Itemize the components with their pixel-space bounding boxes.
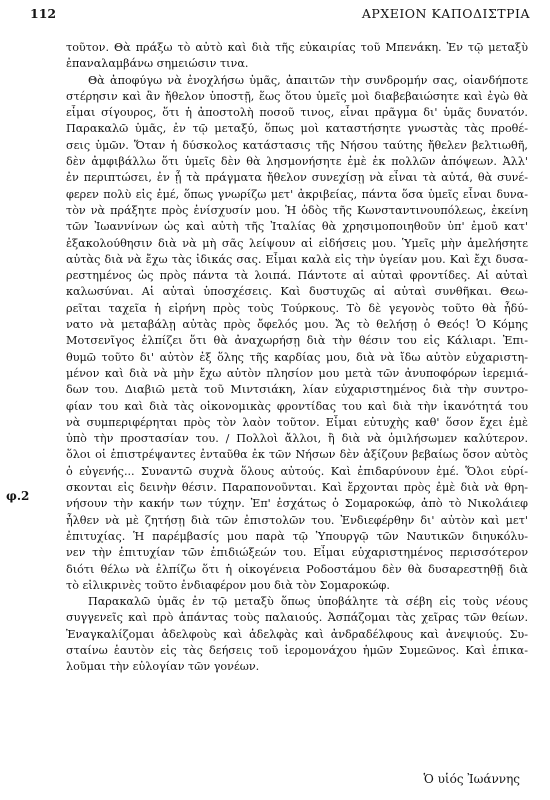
text-line: συγγενεῖς καὶ πρὸ ἁπάντας τοὺς παλαιούς. Ἀσπάζομαι τὰς χεῖρας τῶν θείων.	[66, 611, 528, 625]
text-line: ὁ εὐγενής... Συναντῶ συχνὰ ὅλους αὐτούς. Καὶ ἐπιδαρύνουν ἐμέ. Ὅλοι εὑρί-	[66, 464, 528, 478]
page-header	[30, 6, 530, 26]
text-line: φερεν πολὺ εἰς ἐμέ, ὅπως γνωρίζω μετ' ἀκριβείας, πάντα ὅσα ὑμεῖς εἶναι δυνα-	[66, 187, 528, 201]
text-line: τῶν Ἰωαννίνων ὡς καὶ αὐτὴ τῆς Ἰταλίας θὰ χρησιμοποιηθοῦν ὑπ' ἐμοῦ κατ'	[66, 220, 528, 234]
text-line: ἐπιτυχίας. Ἡ παρέμβασίς μου παρὰ τῷ Ὑπουργῷ τῶν Ναυτικῶν διηυκόλυ-	[66, 529, 528, 543]
text-line: λοῦμαι τὴν εὐλογίαν τῶν γονέων.	[66, 660, 260, 674]
text-line: σταίνω ἑαυτὸν εἰς τὰς δεήσεις τοῦ ἱερομονάχου ἡμῶν Συμεῶνος. Καὶ ἐπικα-	[66, 643, 528, 657]
text-line: σεις ὑμῶν. Ὅταν ἡ δύσκολος κατάστασις τῆς Νήσου ταύτης ἤθελεν βελτιωθῆ,	[66, 138, 528, 152]
text-line: σκονται εἰς δεινὴν θέσιν. Παραπονοῦνται. Καὶ ἔρχονται πρὸς ἐμὲ διὰ νὰ θρη-	[66, 481, 528, 495]
text-line: νατο νὰ μεταβάλῃ αὐτὰς πρὸς ὄφελός μου. Ἄς τὸ θελήσῃ ὁ Θεός! Ὁ Κόμης	[66, 318, 528, 332]
text-line: φίαν του καὶ διὰ τὰς οἰκονομικὰς φροντίδας του καὶ διὰ τὴν ἱκανότητά του	[66, 399, 528, 413]
letter-body	[66, 40, 528, 676]
text-line: ἦλθεν νὰ μὲ ζητήσῃ διὰ τῶν ἐπιστολῶν του. Ἐνδιεφέρθην δι' αὐτὸν καὶ μετ'	[66, 513, 528, 527]
text-line: τὸ εἰλικρινὲς τοῦτο ἐνδιαφέρον μου διὰ τὸν Σομαροκώφ.	[66, 578, 390, 592]
text-line: Παρακαλῶ ὑμᾶς, ἐν τῷ μεταξύ, ὅπως μοὶ καταστήσητε γνωστὰς τὰς προθέ-	[66, 122, 528, 136]
text-line: Μοτσενῖγος ἐλπίζει ὅτι θὰ ἀναχωρήσῃ διὰ τὴν θέσιν του εἰς Κάλιαρι. Ἐπι-	[66, 334, 528, 348]
text-line: τὸν νὰ πράξητε πρὸς ἐνίσχυσίν μου. Ἡ ὁδὸς τῆς Κωνσταντινουπόλεως, ἐκείνη	[66, 203, 528, 217]
text-line: Θὰ ἀποφύγω νὰ ἐνοχλήσω ὑμᾶς, ἀπαιτῶν τὴν συνδρομήν σας, οἱανδήποτε	[88, 73, 528, 87]
signature: Ὁ υἱός Ἰωάννης	[423, 772, 520, 786]
text-line: Παρακαλῶ ὑμᾶς ἐν τῷ μεταξὺ ὅπως ὑποβάλητε τὰ σέβη εἰς τοὺς νέους	[88, 595, 528, 609]
text-line: ἐξακολούθησιν διὰ νὰ μὴ σᾶς λείψουν αἱ εἰδήσεις μου. Ὑμεῖς μὴν ἀμελήσητε	[66, 236, 528, 250]
text-line: νεν τὴν ἐπιτυχίαν τῶν ἐπιδιώξεών του. Εἶμαι εὐχαριστημένος περισσότερον	[66, 546, 528, 560]
text-line: τοῦτον. Θὰ πράξω τὸ αὐτὸ καὶ διὰ τῆς εὐκαιρίας τοῦ Μπενάκη. Ἐν τῷ μεταξὺ	[66, 41, 528, 54]
page-number: 112	[30, 6, 57, 21]
text-line: θυμῶ τοῦτο δι' αὐτὸν ἐξ ὅλης τῆς καρδίας μου, διὰ νὰ ἴδω αὐτὸν εὐχαριστη-	[66, 350, 528, 364]
text-line: στέρησιν καὶ ἂν ἤθελον ὑποστῇ, ἕως ὅτου ὑμεῖς μοὶ διαβεβαιώσητε καὶ ἐγὼ θὰ	[66, 89, 528, 103]
running-title: ΑΡΧΕΙΟΝ ΚΑΠΟΔΙΣΤΡΙΑ	[361, 6, 530, 21]
text-line: διότι θέλω νὰ ἐλπίζω ὅτι ἡ οἰκογένεια Ροδοστάμου δὲν θὰ δυσαρεστηθῇ διὰ	[66, 562, 528, 576]
text-line: νὰ συμπεριφέρηται πρὸς τὸν λαὸν τοῦτον. Εἶμαι εὐτυχὴς καθ' ὅσον ἔχει ἐμὲ	[66, 415, 528, 429]
text-line: αὐτὰς διὰ νὰ ἔχω τὰς ἰδικάς σας. Εἶμαι καλὰ εἰς τὴν ὑγείαν μου. Καὶ ἔχι δυσα-	[66, 252, 528, 266]
text-line: ρεστημένος ὡς πρὸς πάντα τὰ λοιπά. Πάντοτε αἱ αὐταὶ φροντίδες. Αἱ αὐταὶ	[66, 269, 528, 283]
text-line: καλωσύναι. Αἱ αὐταὶ ὑποσχέσεις. Καὶ δυστυχῶς αἱ αὐταὶ συνθῆκαι. Θεω-	[66, 285, 528, 299]
text-line: μένον καὶ διὰ νὰ μὴν ἔχω αὐτὸν πλησίον μου μετὰ τῶν ἀνυποφόρων ἱερεμιά-	[66, 366, 528, 380]
text-line: ὅλοι οἱ ἐπιστρέψαντες ἐνταῦθα ἐκ τῶν Νήσων δὲν ἀξίζουν βεβαίως ὅσον αὐτὸς	[66, 448, 528, 462]
text-line: νήσουν τὴν κακήν των τύχην. Ἐπ' ἐσχάτως ὁ Σομαροκώφ, ἀπὸ τὸ Νικολάιεφ	[66, 497, 528, 511]
text-line: δων του. Διαβιῶ μετὰ τοῦ Μιντσιάκη, λίαν εὐχαριστημένος διὰ τὴν συντρο-	[66, 383, 528, 397]
text-line: ἐπαναλαμβάνω σημειώσιν τινα.	[66, 57, 249, 71]
folio-margin-note: φ.2	[6, 489, 30, 503]
text-line: εἶμαι σίγουρος, ὅτι ἡ ἀποστολὴ ποσοῦ τινος, εἶναι πρᾶγμα δι' ὑμᾶς δυνατόν.	[66, 106, 528, 120]
text-line: Ἐναγκαλίζομαι ἀδελφοὺς καὶ ἀδελφὰς καὶ ἀνδραδέλφους καὶ ἀνεψιούς. Συ-	[66, 627, 528, 641]
text-line: ρεῖται ταχεῖα ἡ εἰρήνη πρὸς τοὺς Τούρκους. Τὸ δὲ γεγονὸς τοῦτο θὰ ἦδύ-	[66, 301, 528, 315]
text-line: ἐν περιπτώσει, ἐν ᾗ τὰ πράγματα ἤθελον συνεχίσῃ νὰ εἶναι τὰ αὐτά, θὰ συνέ-	[66, 171, 528, 185]
text-line: ὑπὸ τὴν προστασίαν του. / Πολλοὶ ἄλλοι, ἢ διὰ νὰ ὁμιλήσωμεν καλύτερον.	[66, 432, 528, 446]
text-line: δὲν ἀμφιβάλλω ὅτι ὑμεῖς δὲν θὰ λησμονήσητε ἐμὲ ἐκ πολλῶν ἀπόψεων. Ἀλλ'	[66, 155, 528, 169]
